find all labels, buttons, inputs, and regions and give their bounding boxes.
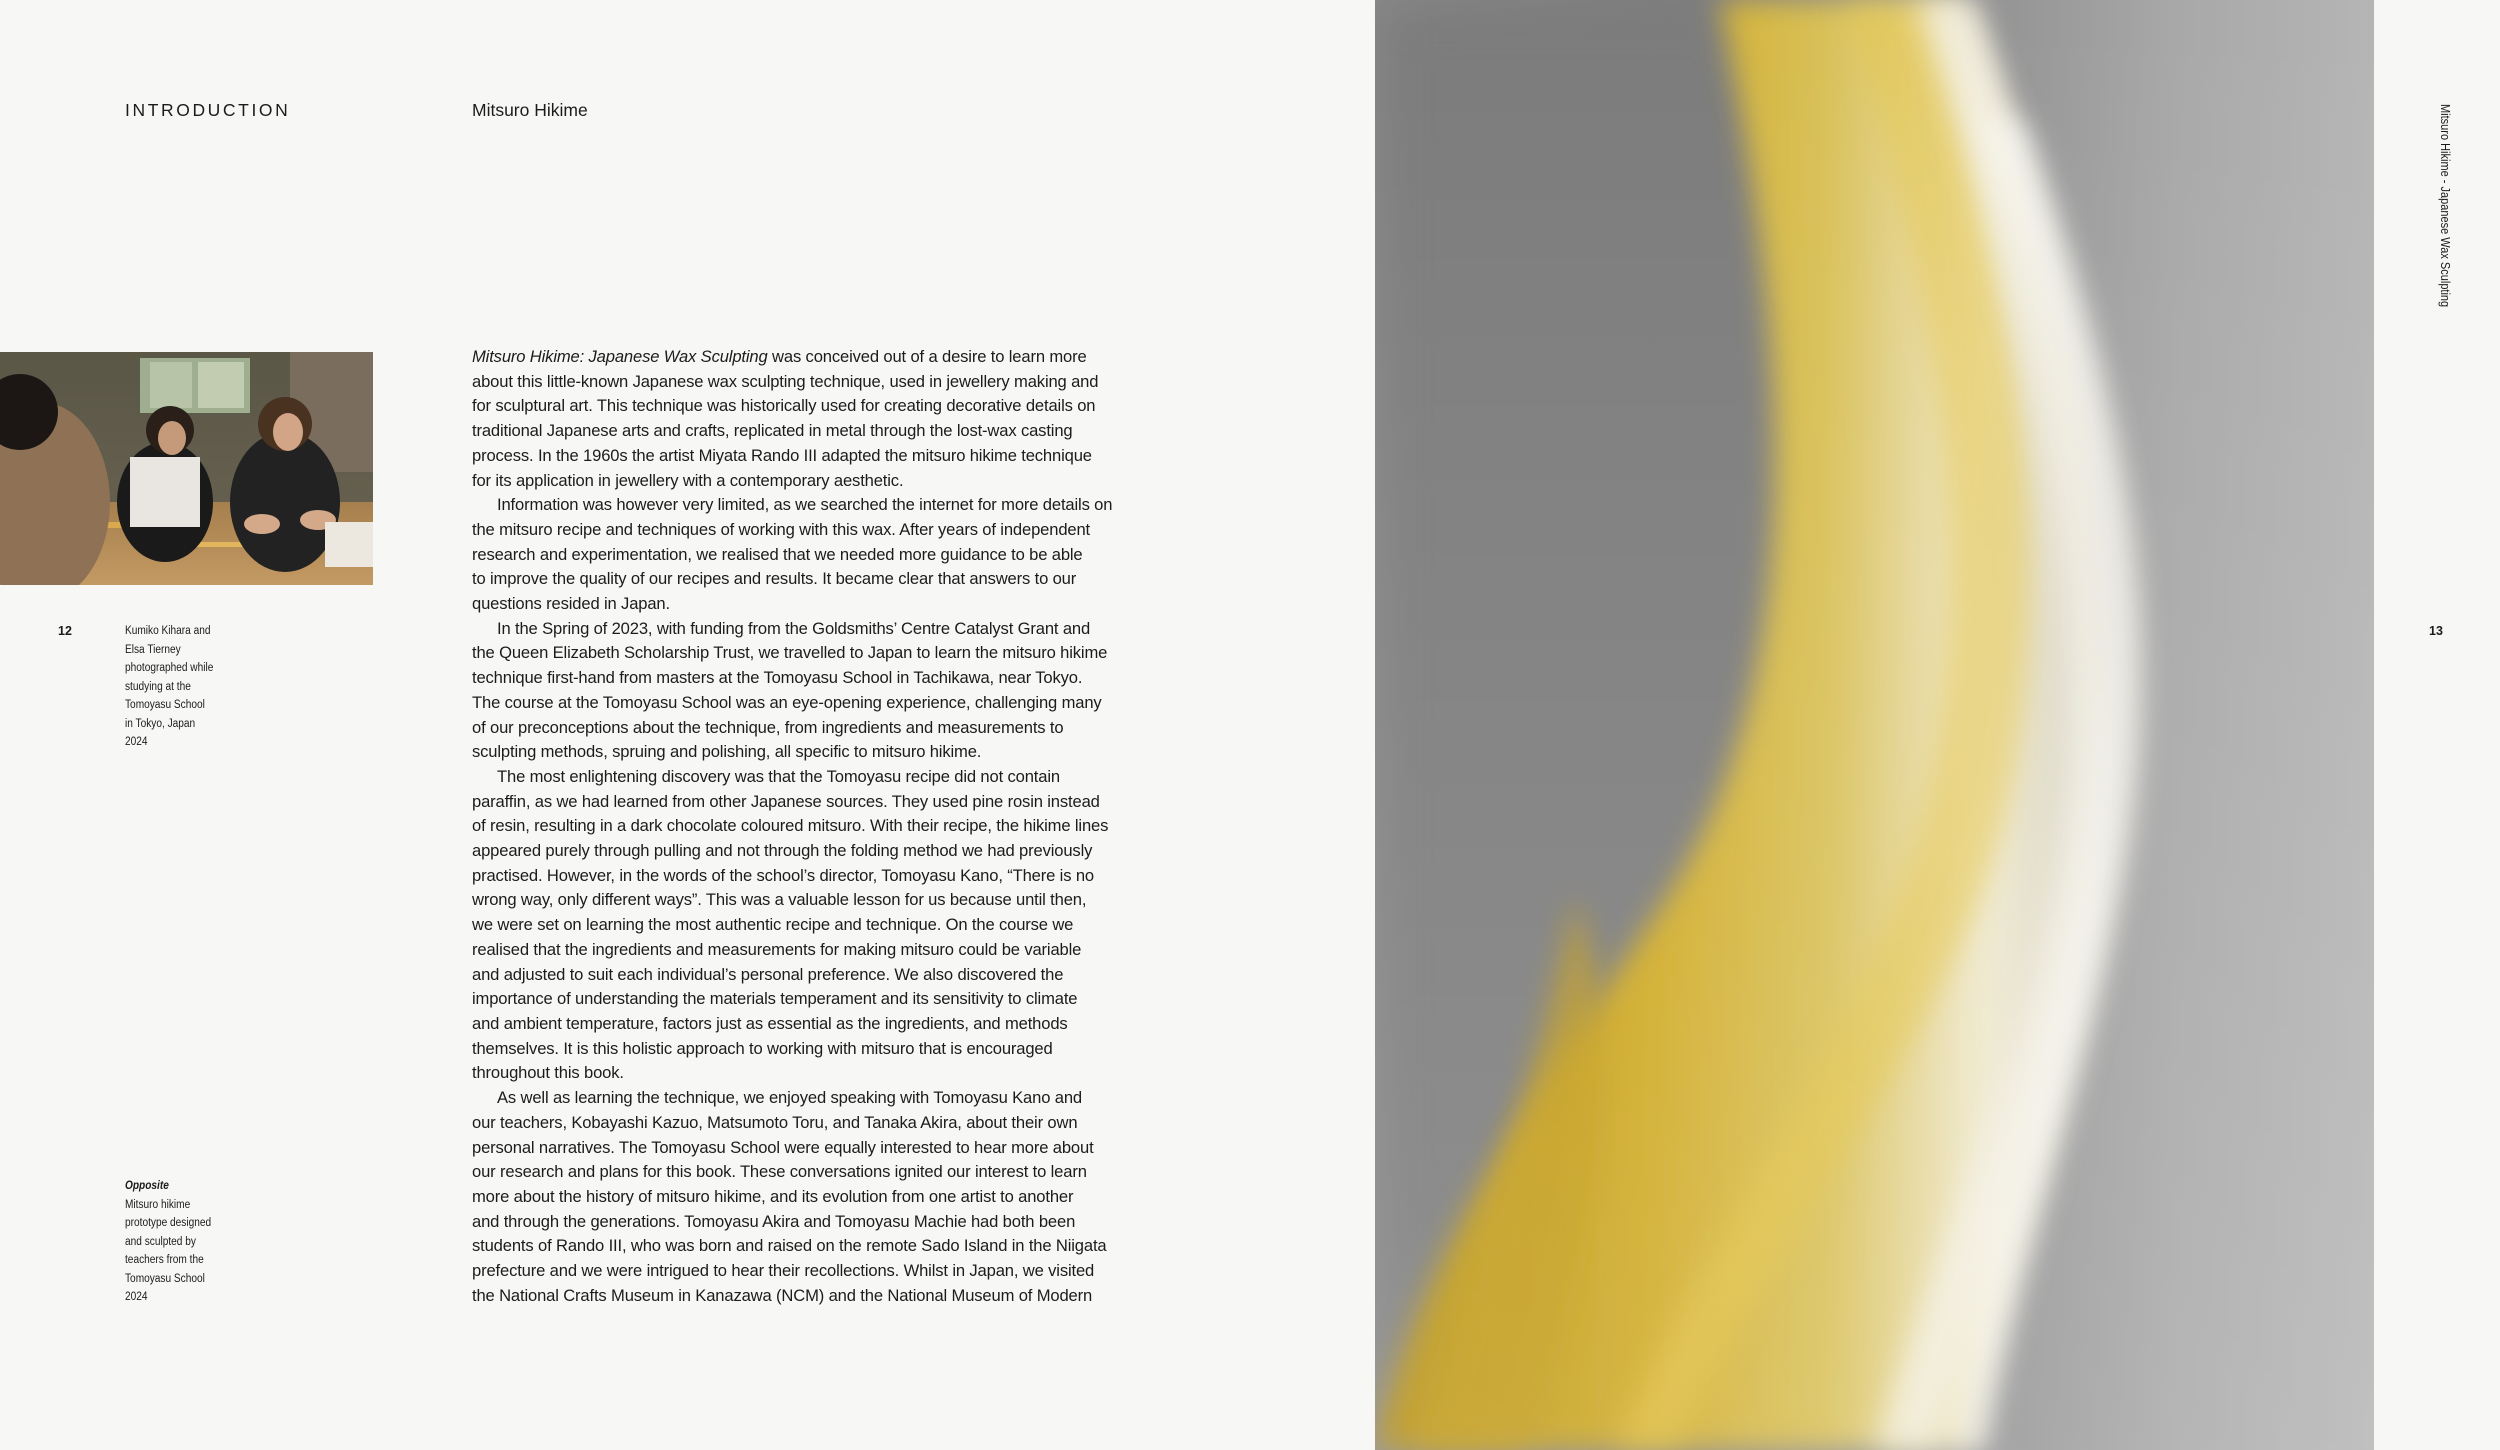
- body-lines: [472, 370, 1132, 1309]
- body-line: the Queen Elizabeth Scholarship Trust, we travelled to Japan to learn the mitsuro hikime: [472, 643, 1108, 663]
- body-line: paraffin, as we had learned from other Japanese sources. They used pine rosin instead: [472, 791, 1100, 811]
- body-text: [472, 345, 1132, 1308]
- caption-line: Mitsuro hikime: [125, 1198, 191, 1211]
- caption-line: 2024: [125, 1291, 148, 1303]
- body-line: process. In the 1960s the artist Miyata Rando III adapted the mitsuro hikime technique: [472, 445, 1092, 465]
- caption-line: studying at the: [125, 680, 191, 693]
- body-line: research and experimentation, we realised that we needed more guidance to be able: [472, 544, 1083, 564]
- body-line: appeared purely through pulling and not through the folding method we had previously: [472, 841, 1093, 861]
- body-line: and through the generations. Tomoyasu Akira and Tomoyasu Machie had both been: [472, 1211, 1076, 1231]
- body-line: students of Rando III, who was born and raised on the remote Sado Island in the Niigata: [472, 1236, 1107, 1256]
- caption-lead: Opposite: [125, 1180, 169, 1192]
- body-line: realised that the ingredients and measurements for making mitsuro could be variable: [472, 939, 1082, 959]
- caption-line: in Tokyo, Japan: [125, 717, 196, 730]
- body-line: prefecture and we were intrigued to hear their recollections. Whilst in Japan, we visited: [472, 1261, 1095, 1281]
- caption-line: prototype designed: [125, 1217, 212, 1229]
- body-line: themselves. It is this holistic approach to working with mitsuro that is encouraged: [472, 1038, 1053, 1058]
- photo-caption: [125, 622, 231, 752]
- caption-line: Kumiko Kihara and: [125, 625, 211, 637]
- body-line: our teachers, Kobayashi Kazuo, Matsumoto Toru, and Tanaka Akira, about their own: [472, 1112, 1078, 1132]
- caption-line: photographed while: [125, 662, 214, 674]
- body-line: to improve the quality of our recipes and results. It became clear that answers to our: [472, 569, 1077, 589]
- body-line: The course at the Tomoyasu School was an eye-opening experience, challenging many: [472, 692, 1102, 712]
- body-line: throughout this book.: [472, 1063, 624, 1083]
- body-line: technique first-hand from masters at the Tomoyasu School in Tachikawa, near Tokyo.: [472, 668, 1083, 688]
- book-title: Mitsuro Hikime: Japanese Wax Sculpting: [472, 347, 768, 366]
- caption-line: Tomoyasu School: [125, 699, 205, 711]
- caption-line: Tomoyasu School: [125, 1272, 205, 1285]
- body-line: for its application in jewellery with a contemporary aesthetic.: [472, 470, 904, 490]
- body-line: traditional Japanese arts and crafts, replicated in metal through the lost-wax casting: [472, 421, 1073, 441]
- body-line: and ambient temperature, factors just as essential as the ingredients, and methods: [472, 1013, 1068, 1033]
- body-line: Information was however very limited, as we searched the internet for more details on: [497, 495, 1113, 515]
- page-number-right: 13: [2429, 624, 2443, 638]
- body-line: of our preconceptions about the technique, from ingredients and measurements to: [472, 717, 1064, 737]
- workshop-photo: [0, 352, 373, 585]
- body-line: The most enlightening discovery was that the Tomoyasu recipe did not contain: [497, 766, 1060, 786]
- body-line: [472, 345, 1132, 370]
- body-line: As well as learning the technique, we enjoyed speaking with Tomoyasu Kano and: [497, 1088, 1082, 1108]
- wax-sculpture-photo: [1375, 0, 2374, 1450]
- opposite-caption: [125, 1177, 231, 1307]
- body-line: for sculptural art. This technique was historically used for creating decorative details on: [472, 396, 1096, 416]
- body-line: sculpting methods, spruing and polishing, all specific to mitsuro hikime.: [472, 742, 982, 762]
- section-label: INTRODUCTION: [125, 100, 291, 120]
- caption-line: and sculpted by: [125, 1235, 196, 1248]
- body-line: wrong way, only different ways”. This was a valuable lesson for us because until then,: [472, 890, 1087, 910]
- caption-line: Elsa Tierney: [125, 643, 181, 656]
- body-line: practised. However, in the words of the school’s director, Tomoyasu Kano, “There is no: [472, 865, 1094, 885]
- body-line: importance of understanding the materials temperament and its sensitivity to climate: [472, 989, 1078, 1009]
- body-line: and adjusted to suit each individual’s personal preference. We also discovered the: [472, 964, 1064, 984]
- body-line: the National Crafts Museum in Kanazawa (NCM) and the National Museum of Modern: [472, 1285, 1093, 1305]
- body-line: we were set on learning the most authentic recipe and technique. On the course we: [472, 915, 1074, 935]
- body-line: the mitsuro recipe and techniques of working with this wax. After years of independent: [472, 519, 1091, 539]
- page-number-left: 12: [58, 624, 72, 638]
- caption-line: 2024: [125, 736, 148, 748]
- body-line: more about the history of mitsuro hikime, and its evolution from one artist to another: [472, 1186, 1074, 1206]
- caption-line: teachers from the: [125, 1254, 204, 1266]
- chapter-title: Mitsuro Hikime: [472, 100, 588, 120]
- body-line: questions resided in Japan.: [472, 594, 670, 614]
- body-line: personal narratives. The Tomoyasu School were equally interested to hear more about: [472, 1137, 1094, 1157]
- body-line-rest: was conceived out of a desire to learn more: [767, 347, 1087, 366]
- body-line: In the Spring of 2023, with funding from the Goldsmiths’ Centre Catalyst Grant and: [497, 618, 1091, 638]
- body-line: our research and plans for this book. These conversations ignited our interest to learn: [472, 1162, 1087, 1182]
- body-line: about this little-known Japanese wax sculpting technique, used in jewellery making and: [472, 371, 1099, 391]
- body-line: of resin, resulting in a dark chocolate coloured mitsuro. With their recipe, the hikime lines: [472, 816, 1109, 836]
- running-head: Mitsuro Hikime - Japanese Wax Sculpting: [2438, 104, 2452, 308]
